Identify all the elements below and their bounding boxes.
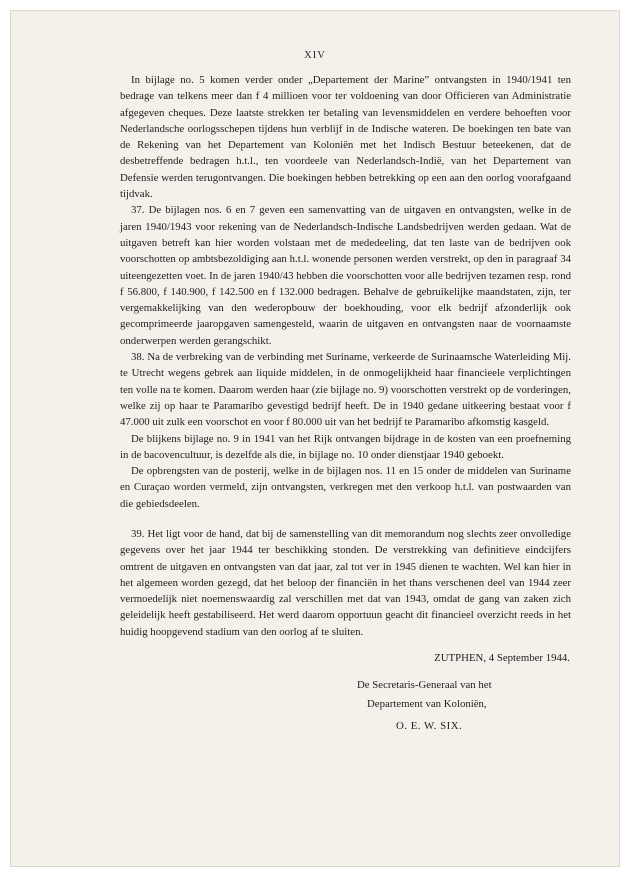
final-text-block [120,526,571,640]
paragraph-posterij: De opbrengsten van de posterij, welke in de bijlagen nos. 11 en 15 onder de middelen van Suriname en Curaçao worden vermeld, zijn ontvangsten, verkregen met den verkoop h.t.l. van postwaarden van die gebiedsdeelen. [120,465,571,510]
signatory-name: O. E. W. SIX. [396,720,463,732]
document-page [10,10,620,867]
signatory-role-line-2: Departement van Koloniën, [367,698,487,710]
paragraph-marine-receipts: In bijlage no. 5 komen verder onder „Departement der Marine” ontvangsten in 1940/1941 ten bedrage van telkens meer dan f 4 millioen voor ter voldoening van door Officieren van Administratie afgegeven cheques. Deze laatste strekken ter betaling van levensmiddelen en verdere behoeften voor Nederlandsche oorlogsschepen tijdens hun verblijf in de Indische wateren. De boekingen ten bate van de Rekening van het Departement van Koloniën met het Indisch Bestuur beteekenen, dat de desbetreffende bedragen h.t.l., ten voordeele van Nederlandsch-Indië, van het Departement van Defensie werden terugontvangen. Die boekingen hebben betrekking op een aan den oorlog voorafgaand tijdvak. [120,74,571,201]
main-text-block [120,72,571,512]
signatory-role-line-1: De Secretaris-Generaal van het [357,679,492,691]
paragraph-bacoven: De blijkens bijlage no. 9 in 1941 van het Rijk ontvangen bijdrage in de kosten van een proefneming in de bacovencultuur, is dezelfde als die, in bijlage no. 10 onder dienstjaar 1940 geboekt. [120,432,571,461]
page-number: XIV [304,50,326,61]
place-date-line: ZUTPHEN, 4 September 1944. [434,652,570,664]
paragraph-38: 38. Na de verbreking van de verbinding met Suriname, verkeerde de Surinaamsche Waterleiding Mij. te Utrecht wegens gebrek aan liquide middelen, in de onmogelijkheid haar financieele verplichtingen ten volle na te komen. Daarom werden haar (zie bijlage no. 9) voorschotten verstrekt op de vorderingen, welke zij op haar te Paramaribo gevestigd bedrijf heeft. De in 1940 gedane uitkeering bestaat voor f 47.000 uit zulk een voorschot en voor f 80.000 uit van het bedrijf te Paramaribo afkomstig kasgeld. [120,351,571,429]
paragraph-37: 37. De bijlagen nos. 6 en 7 geven een samenvatting van de uitgaven en ontvangsten, welke in de jaren 1940/1943 voor rekening van de Nederlandsch-Indische Landsbedrijven werden gedaan. Wat de uitgaven betreft kan hier worden volstaan met de mededeeling, dat ten laste van de bedrijven ook voorschotten op ambtsbezoldiging aan h.t.l. wonende personen werden verstrekt, op den in paragraaf 34 uiteengezetten voet. In de jaren 1940/43 hebben die voorschotten voor alle bedrijven tezamen resp. rond f 56.800, f 140.900, f 142.500 en f 132.000 bedragen. Behalve de gebruikelijke maandstaten, zijn, ter vergemakkelijking van den wederopbouw der boekhouding, voor elk bedrijf afzonderlijk ook gecomprimeerde jaaropgaven samengesteld, waarin de uitgaven en ontvangsten naar de voornaamste onderwerpen werden gerangschikt. [120,204,571,347]
paragraph-39: 39. Het ligt voor de hand, dat bij de samenstelling van dit memorandum nog slechts zeer onvolledige gegevens over het jaar 1944 ter beschikking stonden. De verstrekking van definitieve eindcijfers omtrent de uitgaven en ontvangsten van dat jaar, zal tot ver in 1945 dienen te wachten. Wel kan hier in het algemeen worden gezegd, dat het beloop der financiën in het thans verschenen deel van 1944 zeer vermoedelijk niet noemenswaardig zal verschillen met dat van 1943, omdat de gang van zaken zich geleidelijk heeft gestabiliseerd. Het werd daarom opportuun geacht dit financieel overzicht reeds in het huidig hoopgevend stadium van den oorlog af te sluiten. [120,528,571,638]
